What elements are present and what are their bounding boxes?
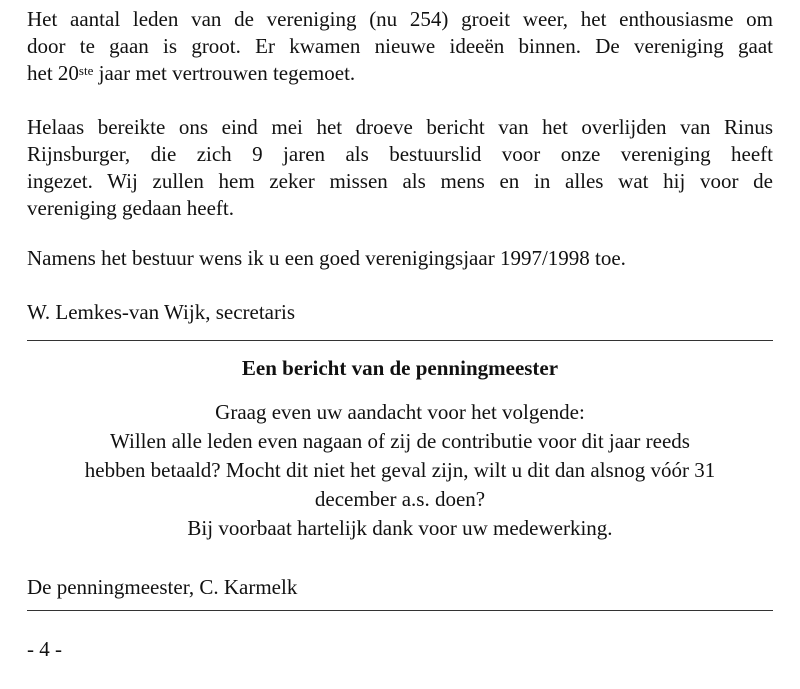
paragraph-line: ingezet. Wij zullen hem zeker missen als mens en in alles wat hij voor de — [27, 169, 773, 193]
paragraph-line: door te gaan is groot. Er kwamen nieuwe ideeën binnen. De vereniging gaat — [27, 34, 773, 58]
treasurer-message — [27, 398, 773, 543]
page-number: - 4 - — [27, 637, 62, 661]
message-line: Willen alle leden even nagaan of zij de contributie voor dit jaar reeds — [110, 429, 690, 453]
signature-treasurer: De penningmeester, C. Karmelk — [27, 575, 298, 599]
text-fragment: het 20 — [27, 61, 79, 85]
paragraph-obituary — [27, 114, 773, 222]
paragraph-line: Helaas bereikte ons eind mei het droeve bericht van het overlijden van Rinus — [27, 115, 773, 139]
paragraph-line: Het aantal leden van de vereniging (nu 254) groeit weer, het enthousiasme om — [27, 7, 773, 31]
text-fragment: jaar met vertrouwen tegemoet. — [93, 61, 356, 85]
paragraph-membership — [27, 6, 773, 87]
message-line: hebben betaald? Mocht dit niet het geval zijn, wilt u dit dan alsnog vóór 31 — [84, 458, 716, 482]
divider-top — [27, 340, 773, 341]
paragraph-line: Rijnsburger, die zich 9 jaren als bestuurslid voor onze vereniging heeft — [27, 142, 773, 166]
superscript: ste — [78, 63, 94, 78]
message-line: Bij voorbaat hartelijk dank voor uw medewerking. — [187, 516, 613, 540]
section-heading: Een bericht van de penningmeester — [241, 356, 559, 380]
signature-secretary: W. Lemkes-van Wijk, secretaris — [27, 300, 295, 324]
paragraph-line — [27, 60, 773, 87]
paragraph-wishes: Namens het bestuur wens ik u een goed verenigingsjaar 1997/1998 toe. — [27, 246, 626, 270]
message-line: december a.s. doen? — [314, 487, 486, 511]
divider-bottom — [27, 610, 773, 611]
message-line: Graag even uw aandacht voor het volgende: — [215, 400, 585, 424]
paragraph-line: vereniging gedaan heeft. — [27, 196, 234, 220]
